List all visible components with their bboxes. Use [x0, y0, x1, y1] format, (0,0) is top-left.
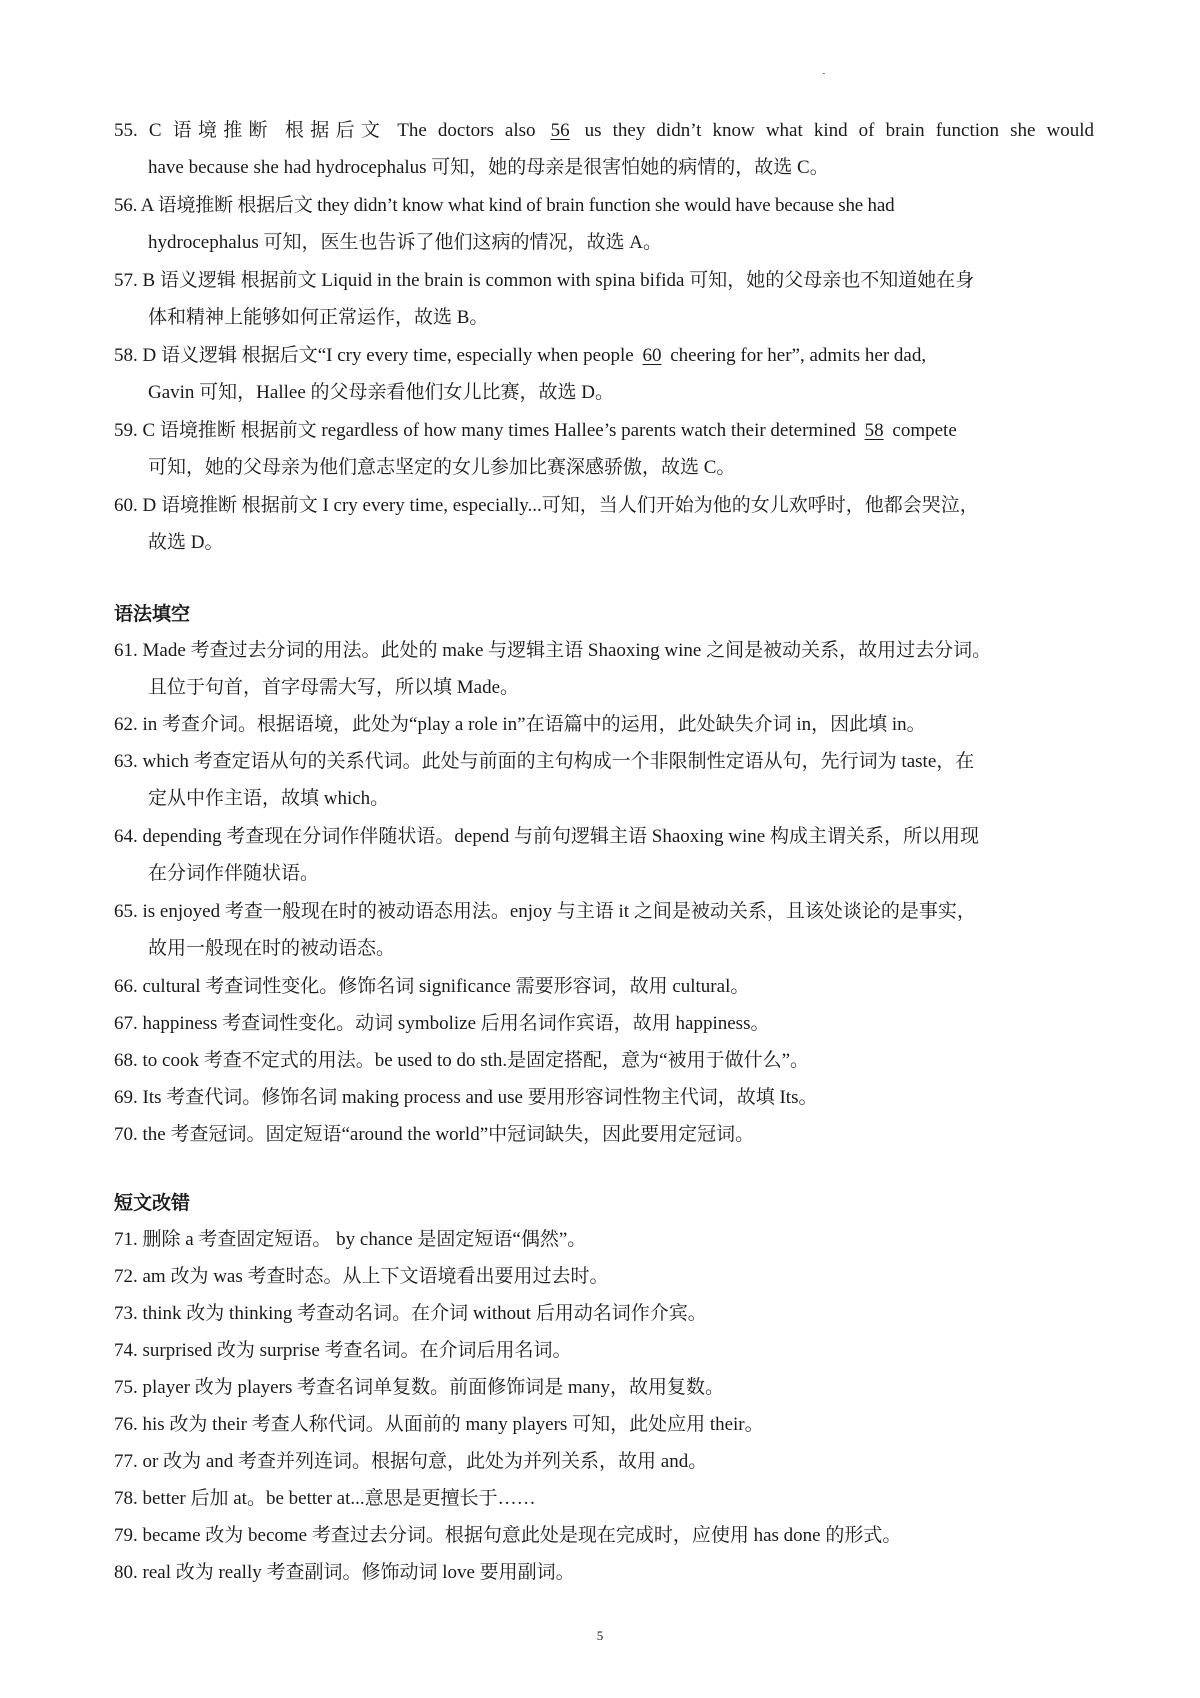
answer-57: 57. B 语义逻辑 根据前文 Liquid in the brain is common with spina bifida 可知，她的父母亲也不知道她在身 体和精神上能够如何正常运作，故选 B。 [114, 270, 975, 328]
answer-78: 78. better 后加 at。be better at...意思是更擅长于…… [114, 1488, 536, 1509]
answer-65: 65. is enjoyed 考查一般现在时的被动语态用法。enjoy 与主语 it 之间是被动关系，且该处谈论的是事实， 故用一般现在时的被动语态。 [114, 901, 976, 959]
answer-75: 75. player 改为 players 考查名词单复数。前面修饰词是 many，故用复数。 [114, 1377, 725, 1398]
answer-71: 71. 删除 a 考查固定短语。 by chance 是固定短语“偶然”。 [114, 1229, 587, 1250]
answer-70: 70. the 考查冠词。固定短语“around the world”中冠词缺失，因此要用定冠词。 [114, 1124, 755, 1145]
answer-59: 59. C 语境推断 根据前文 regardless of how many times Hallee’s parents watch their determined 58 compete 可知，她的父母亲为他们意志坚定的女儿参加比赛深感骄傲，故选 C。 [114, 412, 1094, 486]
blank-56: 56 [550, 120, 570, 141]
answer-73: 73. think 改为 thinking 考查动名词。在介词 without 后用动名词作介宾。 [114, 1303, 707, 1324]
answer-68: 68. to cook 考查不定式的用法。be used to do sth.是固定搭配，意为“被用于做什么”。 [114, 1050, 810, 1071]
answer-69: 69. Its 考查代词。修饰名词 making process and use 要用形容词性物主代词，故填 Its。 [114, 1087, 818, 1108]
answer-66: 66. cultural 考查词性变化。修饰名词 significance 需要形容词，故用 cultural。 [114, 976, 750, 997]
blank-58: 58 [864, 420, 884, 441]
answer-74: 74. surprised 改为 surprise 考查名词。在介词后用名词。 [114, 1340, 572, 1361]
answer-64: 64. depending 考查现在分词作伴随状语。depend 与前句逻辑主语 Shaoxing wine 构成主谓关系，所以用现 在分词作伴随状语。 [114, 826, 979, 884]
section-title-correction: 短文改错 [114, 1192, 191, 1214]
section-title-grammar: 语法填空 [114, 603, 191, 625]
top-mark: - [822, 68, 826, 79]
answer-63: 63. which 考查定语从句的关系代词。此处与前面的主句构成一个非限制性定语从句，先行词为 taste，在 定从中作主语，故填 which。 [114, 751, 975, 809]
answer-72: 72. am 改为 was 考查时态。从上下文语境看出要用过去时。 [114, 1266, 609, 1287]
answer-55: 55. C 语境推断 根据后文 The doctors also 56 us they didn’t know what kind of brain function she would have because she had hydrocephalus 可知，她的母亲是很害怕她的病情的，故选 C。 [114, 112, 1094, 186]
answer-76: 76. his 改为 their 考查人称代词。从面前的 many players 可知，此处应用 their。 [114, 1414, 764, 1435]
answer-62: 62. in 考查介词。根据语境，此处为“play a role in”在语篇中的运用，此处缺失介词 in，因此填 in。 [114, 714, 926, 735]
answer-79: 79. became 改为 become 考查过去分词。根据句意此处是现在完成时，应使用 has done 的形式。 [114, 1525, 902, 1546]
answer-67: 67. happiness 考查词性变化。动词 symbolize 后用名词作宾语，故用 happiness。 [114, 1013, 770, 1034]
answer-61: 61. Made 考查过去分词的用法。此处的 make 与逻辑主语 Shaoxing wine 之间是被动关系，故用过去分词。 且位于句首，首字母需大写，所以填 Made。 [114, 640, 992, 698]
page-number: 5 [596, 1628, 604, 1643]
answer-58: 58. D 语义逻辑 根据后文“I cry every time, especially when people 60 cheering for her”, admits her dad, Gavin 可知，Hallee 的父母亲看他们女儿比赛，故选 D。 [114, 337, 1094, 411]
answer-60: 60. D 语境推断 根据前文 I cry every time, especially...可知，当人们开始为他的女儿欢呼时，他都会哭泣， 故选 D。 [114, 495, 979, 553]
blank-60: 60 [642, 345, 662, 366]
answer-56: 56. A 语境推断 根据后文 they didn’t know what kind of brain function she would have because she had hydrocephalus 可知，医生也告诉了他们这病的情况，故选 A。 [114, 195, 895, 253]
answer-77: 77. or 改为 and 考查并列连词。根据句意，此处为并列关系，故用 and。 [114, 1451, 708, 1472]
answer-80: 80. real 改为 really 考查副词。修饰动词 love 要用副词。 [114, 1562, 575, 1583]
